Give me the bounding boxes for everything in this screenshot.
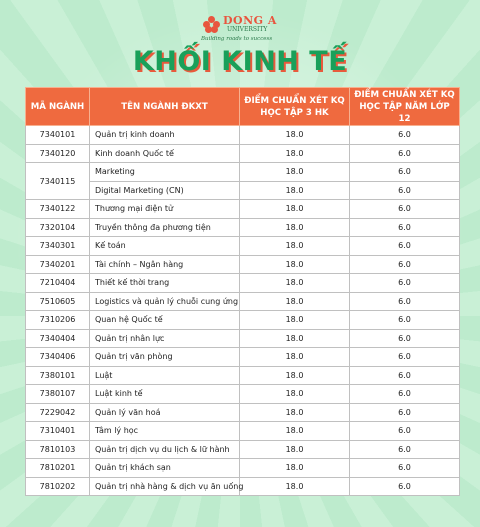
major-code-cell: 7380101 xyxy=(26,366,90,385)
major-code-cell: 7340406 xyxy=(26,348,90,367)
score-grade12-cell: 6.0 xyxy=(350,200,460,219)
major-name-cell: Truyền thông đa phương tiện xyxy=(90,218,240,237)
table-row xyxy=(26,181,460,200)
score-grade12-cell: 6.0 xyxy=(350,477,460,496)
table-row xyxy=(26,440,460,459)
score-3hk-cell: 18.0 xyxy=(240,422,350,441)
major-code-cell: 7340120 xyxy=(26,144,90,163)
table-row xyxy=(26,403,460,422)
table-row xyxy=(26,422,460,441)
major-code-cell: 7810202 xyxy=(26,477,90,496)
logo xyxy=(203,12,279,44)
major-name-cell: Quản trị khách sạn xyxy=(90,459,240,478)
logo-tagline: Building roads to success xyxy=(201,36,273,42)
table-row xyxy=(26,144,460,163)
major-code-cell: 7310206 xyxy=(26,311,90,330)
table-body xyxy=(26,126,460,496)
major-name-cell: Tài chính – Ngân hàng xyxy=(90,255,240,274)
score-table-container xyxy=(25,87,459,496)
score-3hk-cell: 18.0 xyxy=(240,274,350,293)
score-3hk-cell: 18.0 xyxy=(240,144,350,163)
score-grade12-cell: 6.0 xyxy=(350,218,460,237)
header-code: MÃ NGÀNH xyxy=(26,88,90,126)
major-name-cell: Kinh doanh Quốc tế xyxy=(90,144,240,163)
score-3hk-cell: 18.0 xyxy=(240,255,350,274)
score-3hk-cell: 18.0 xyxy=(240,311,350,330)
page-title: KHỐI KINH TẾ xyxy=(132,46,348,77)
table-row xyxy=(26,163,460,182)
score-grade12-cell: 6.0 xyxy=(350,181,460,200)
major-code-cell: 7810103 xyxy=(26,440,90,459)
major-name-cell: Luật kinh tế xyxy=(90,385,240,404)
score-grade12-cell: 6.0 xyxy=(350,329,460,348)
score-grade12-cell: 6.0 xyxy=(350,311,460,330)
header-score-3hk: ĐIỂM CHUẨN XÉT KQ HỌC TẬP 3 HK xyxy=(240,88,350,126)
table-row xyxy=(26,366,460,385)
major-name-cell: Thương mại điện tử xyxy=(90,200,240,219)
score-grade12-cell: 6.0 xyxy=(350,422,460,441)
score-grade12-cell: 6.0 xyxy=(350,403,460,422)
major-code-cell: 7340115 xyxy=(26,163,90,200)
score-3hk-cell: 18.0 xyxy=(240,329,350,348)
score-3hk-cell: 18.0 xyxy=(240,126,350,145)
major-name-cell: Quản trị kinh doanh xyxy=(90,126,240,145)
major-code-cell: 7340122 xyxy=(26,200,90,219)
table-row xyxy=(26,274,460,293)
major-name-cell: Quản trị nhà hàng & dịch vụ ăn uống xyxy=(90,477,240,496)
header-score-grade12: ĐIỂM CHUẨN XÉT KQ HỌC TẬP NĂM LỚP 12 xyxy=(350,88,460,126)
major-code-cell: 7340404 xyxy=(26,329,90,348)
major-name-cell: Luật xyxy=(90,366,240,385)
score-3hk-cell: 18.0 xyxy=(240,348,350,367)
logo-name: DONG A xyxy=(223,14,277,27)
header-major-name: TÊN NGÀNH ĐKXT xyxy=(90,88,240,126)
score-grade12-cell: 6.0 xyxy=(350,366,460,385)
major-code-cell: 7340101 xyxy=(26,126,90,145)
score-grade12-cell: 6.0 xyxy=(350,348,460,367)
table-row xyxy=(26,311,460,330)
major-name-cell: Quản trị văn phòng xyxy=(90,348,240,367)
score-grade12-cell: 6.0 xyxy=(350,126,460,145)
score-grade12-cell: 6.0 xyxy=(350,440,460,459)
score-3hk-cell: 18.0 xyxy=(240,163,350,182)
major-name-cell: Tâm lý học xyxy=(90,422,240,441)
major-name-cell: Digital Marketing (CN) xyxy=(90,181,240,200)
score-3hk-cell: 18.0 xyxy=(240,385,350,404)
score-3hk-cell: 18.0 xyxy=(240,218,350,237)
table-row xyxy=(26,292,460,311)
header xyxy=(0,6,480,46)
major-name-cell: Quan hệ Quốc tế xyxy=(90,311,240,330)
table-row xyxy=(26,385,460,404)
major-code-cell: 7380107 xyxy=(26,385,90,404)
major-name-cell: Quản lý văn hoá xyxy=(90,403,240,422)
table-row xyxy=(26,218,460,237)
table-header-row xyxy=(26,88,460,126)
major-code-cell: 7340201 xyxy=(26,255,90,274)
score-grade12-cell: 6.0 xyxy=(350,459,460,478)
score-3hk-cell: 18.0 xyxy=(240,292,350,311)
major-code-cell: 7229042 xyxy=(26,403,90,422)
score-grade12-cell: 6.0 xyxy=(350,292,460,311)
score-grade12-cell: 6.0 xyxy=(350,237,460,256)
major-code-cell: 7510605 xyxy=(26,292,90,311)
major-code-cell: 7810201 xyxy=(26,459,90,478)
score-3hk-cell: 18.0 xyxy=(240,181,350,200)
table-row xyxy=(26,477,460,496)
table-row xyxy=(26,126,460,145)
major-name-cell: Logistics và quản lý chuỗi cung ứng xyxy=(90,292,240,311)
score-grade12-cell: 6.0 xyxy=(350,163,460,182)
table-row xyxy=(26,348,460,367)
score-3hk-cell: 18.0 xyxy=(240,459,350,478)
table-row xyxy=(26,459,460,478)
major-name-cell: Quản trị dịch vụ du lịch & lữ hành xyxy=(90,440,240,459)
major-code-cell: 7310401 xyxy=(26,422,90,441)
major-name-cell: Quản trị nhân lực xyxy=(90,329,240,348)
score-grade12-cell: 6.0 xyxy=(350,274,460,293)
score-3hk-cell: 18.0 xyxy=(240,237,350,256)
major-code-cell: 7320104 xyxy=(26,218,90,237)
score-grade12-cell: 6.0 xyxy=(350,144,460,163)
score-3hk-cell: 18.0 xyxy=(240,403,350,422)
major-name-cell: Kế toán xyxy=(90,237,240,256)
score-3hk-cell: 18.0 xyxy=(240,200,350,219)
score-3hk-cell: 18.0 xyxy=(240,366,350,385)
score-3hk-cell: 18.0 xyxy=(240,477,350,496)
table-row xyxy=(26,237,460,256)
table-row xyxy=(26,200,460,219)
major-code-cell: 7210404 xyxy=(26,274,90,293)
major-name-cell: Thiết kế thời trang xyxy=(90,274,240,293)
score-table xyxy=(25,87,460,496)
table-row xyxy=(26,255,460,274)
flower-logo-icon xyxy=(203,16,221,34)
score-grade12-cell: 6.0 xyxy=(350,255,460,274)
major-code-cell: 7340301 xyxy=(26,237,90,256)
table-row xyxy=(26,329,460,348)
logo-subtitle: UNIVERSITY xyxy=(227,26,268,33)
score-3hk-cell: 18.0 xyxy=(240,440,350,459)
score-grade12-cell: 6.0 xyxy=(350,385,460,404)
major-name-cell: Marketing xyxy=(90,163,240,182)
